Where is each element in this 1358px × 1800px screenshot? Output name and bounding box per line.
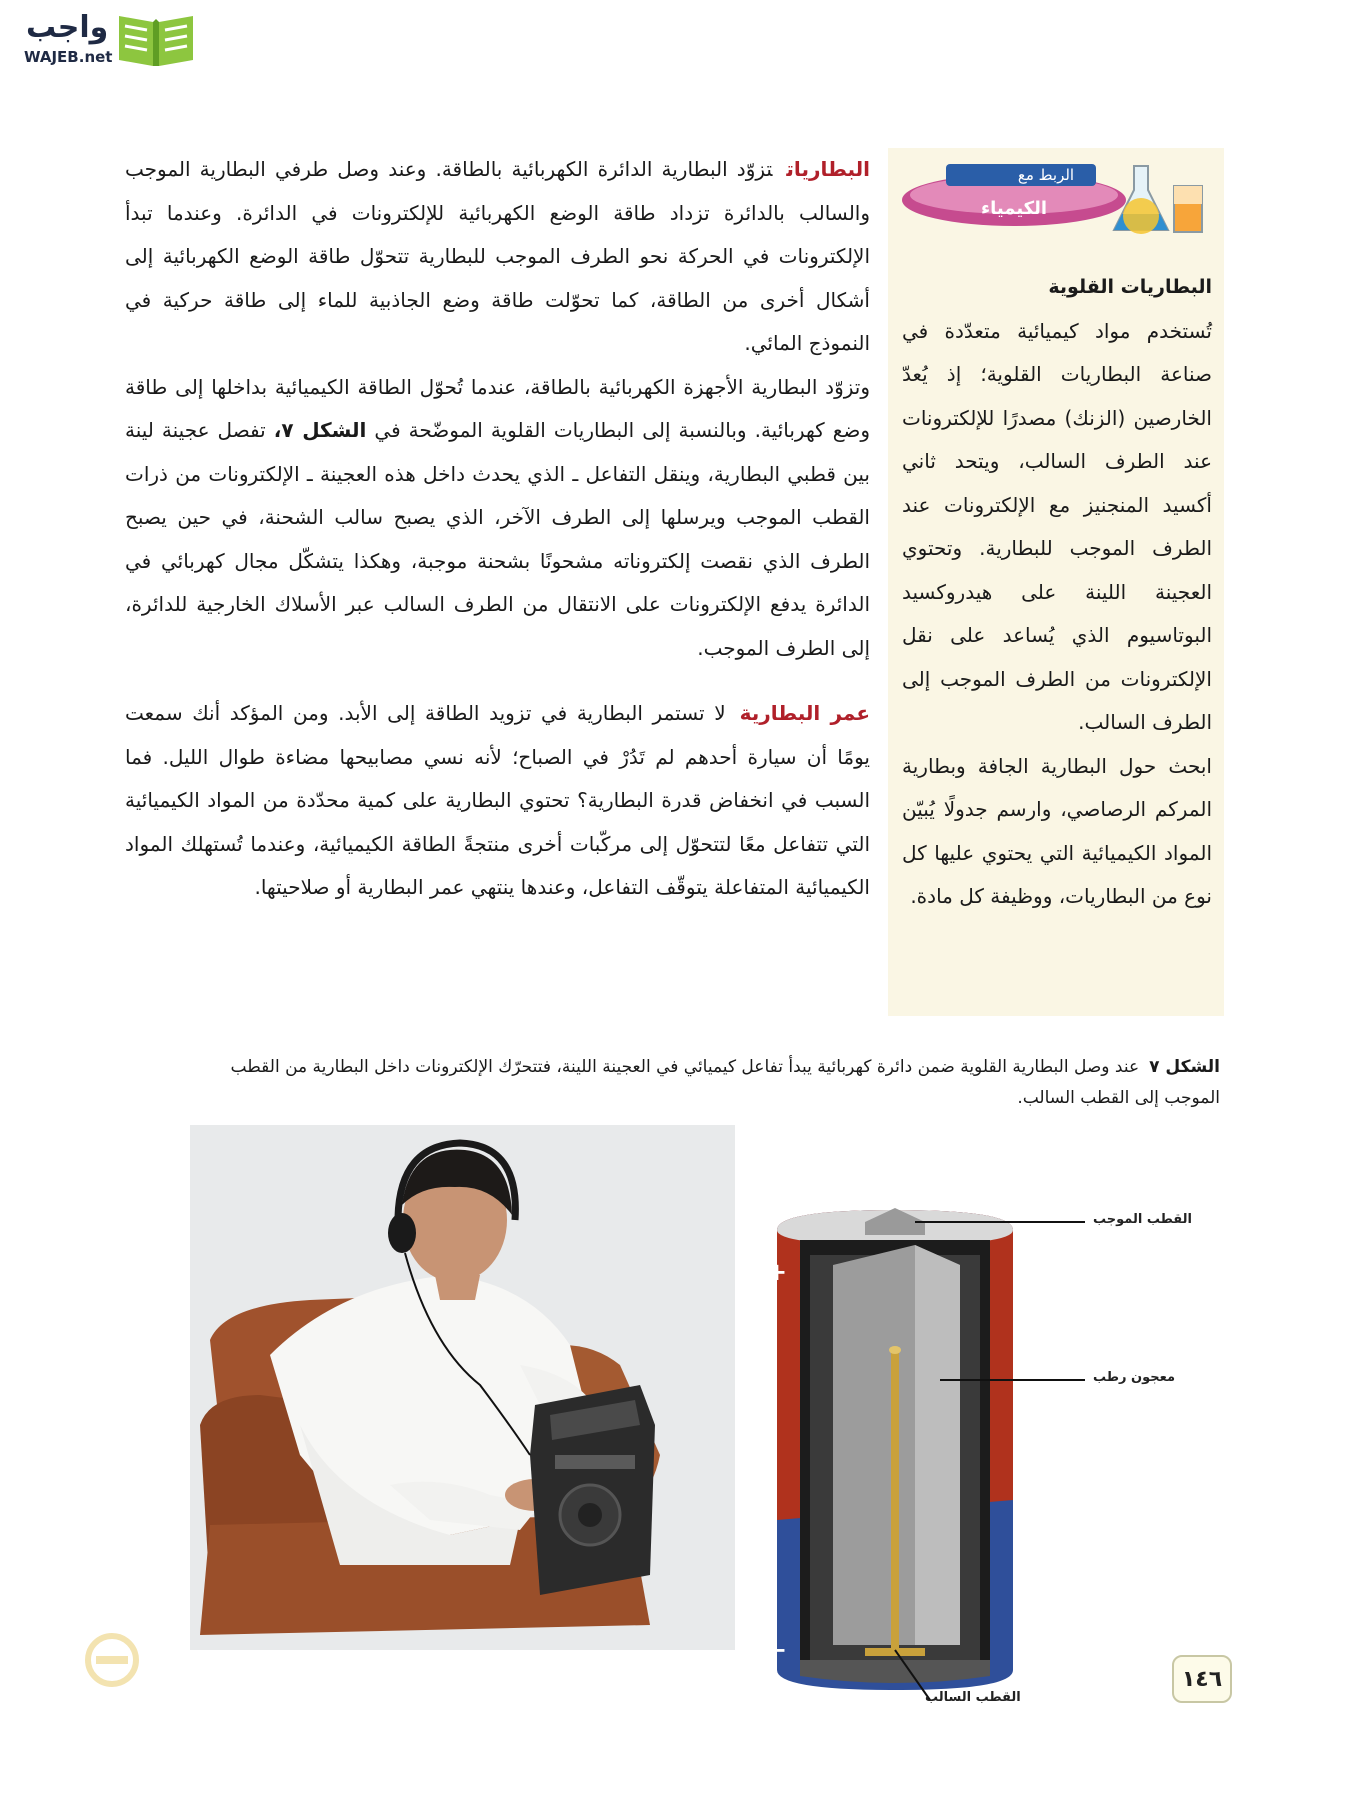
sidebar-paragraph-1: تُستخدم مواد كيميائية متعدّدة في صناعة البطاريات القلوية؛ إذ يُعدّ الخارصين (الزنك) مصدرًا للإلكترونات عند الطرف السالب، ويتحد ثاني أكسيد المنجنيز مع الإلكترونات عند الطرف الموجب للبطارية. وتحتوي العجينة اللينة على هيدروكسيد البوتاسيوم الذي يُساعد على نقل الإلكترونات من الطرف الموجب إلى الطرف السالب. [902, 318, 1212, 734]
radio-icon [530, 1385, 655, 1595]
main-text-column [125, 148, 870, 910]
label-positive-terminal: القطب الموجب [1093, 1212, 1192, 1227]
brand-name-en: WAJEB.net [24, 48, 113, 66]
figure-reference: الشكل ٧، [273, 418, 367, 442]
brand-logo[interactable] [10, 8, 190, 68]
page-number: ١٤٦ [1172, 1655, 1232, 1703]
figure-caption [185, 1052, 1220, 1114]
negative-sign: − [766, 1636, 787, 1664]
batteries-paragraph-1 [125, 148, 870, 366]
battery-life-heading: عمر البطارية [739, 701, 870, 725]
sidebar-body [902, 266, 1212, 919]
label-moist-paste: معجون رطب [1093, 1370, 1176, 1385]
batteries-text-2a: وتزوّد البطارية الأجهزة الكهربائية بالطاقة، عندما تُحوّل الطاقة الكيميائية بداخلها إلى طاقة وضع كهربائية. وبالنسبة إلى البطاريات القلوية الموضّحة في [125, 374, 871, 442]
batteries-text-2b: تفصل عجينة لينة بين قطبي البطارية، وينقل التفاعل ـ الذي يحدث داخل هذه العجينة ـ الإلكترونات من ذرات القطب الموجب ويرسلها إلى الطرف الآخر، الذي يصبح سالب الشحنة، في حين يصبح الطرف الذي نقصت إلكتروناته مشحونًا بشحنة موجبة، وهكذا يتشكّل مجال كهربائي في الدائرة يدفع الإلكترونات على الانتقال من الطرف السالب عبر الأسلاك الخارجية للدائرة، إلى الطرف الموجب. [125, 418, 870, 660]
battery-cutaway-figure [755, 1200, 1255, 1710]
label-negative-terminal: القطب السالب [925, 1690, 1021, 1705]
banner-line-1: الربط مع [1017, 166, 1075, 184]
book-icon [115, 8, 197, 70]
alkaline-battery-diagram [755, 1200, 1255, 1710]
sidebar-title: البطاريات القلوية [1048, 276, 1212, 298]
figure-label: الشكل ٧ [1149, 1057, 1220, 1077]
boy-with-radio-photo [190, 1125, 735, 1650]
figure-caption-text: عند وصل البطارية القلوية ضمن دائرة كهربائية يبدأ تفاعل كيميائي في العجينة اللينة، فتتحرّك الإلكترونات داخل البطارية من القطب الموجب إلى القطب السالب. [230, 1057, 1220, 1108]
batteries-heading: البطاريات [786, 157, 870, 181]
banner-line-2: الكيمياء [980, 198, 1048, 219]
chemistry-connection-sidebar [888, 148, 1224, 1016]
battery-life-text: لا تستمر البطارية في تزويد الطاقة إلى الأبد. ومن المؤكد أنك سمعت يومًا أن سيارة أحدهم لم تَدُرْ في الصباح؛ لأنه نسي مصابيحها مضاءة طوال الليل. فما السبب في انخفاض قدرة البطارية؟ تحتوي البطارية على كمية محدّدة من المواد الكيميائية التي تتفاعل معًا لتتحوّل إلى مركّبات أخرى منتجةً الطاقة الكيميائية، وعندما تُستهلك المواد الكيميائية المتفاعلة يتوقّف التفاعل، وعندها ينتهي عمر البطارية أو صلاحيتها. [125, 701, 870, 899]
batteries-paragraph-2 [125, 366, 870, 671]
brand-name-ar: واجب [26, 10, 109, 45]
chemistry-banner [896, 152, 1216, 242]
sidebar-paragraph-2: ابحث حول البطارية الجافة وبطارية المركم الرصاصي، وارسم جدولًا يُبيّن المواد الكيميائية التي يحتوي عليها كل نوع من البطاريات، ووظيفة كل مادة. [902, 753, 1212, 908]
watermark-icon [82, 1630, 142, 1690]
battery-life-paragraph [125, 692, 870, 910]
batteries-text-1: تزوّد البطارية الدائرة الكهربائية بالطاقة. وعند وصل طرفي البطارية الموجب والسالب بالدائرة تزداد طاقة الوضع الكهربائية للإلكترونات في الدائرة. وعندما تبدأ الإلكترونات في الحركة نحو الطرف الموجب للبطارية تتحوّل طاقة الوضع الكهربائية إلى أشكال أخرى من الطاقة، كما تحوّلت طاقة وضع الجاذبية للماء إلى طاقة حركية في النموذج المائي. [125, 157, 870, 355]
flask-icon [1114, 166, 1202, 234]
positive-sign: + [766, 1258, 787, 1286]
